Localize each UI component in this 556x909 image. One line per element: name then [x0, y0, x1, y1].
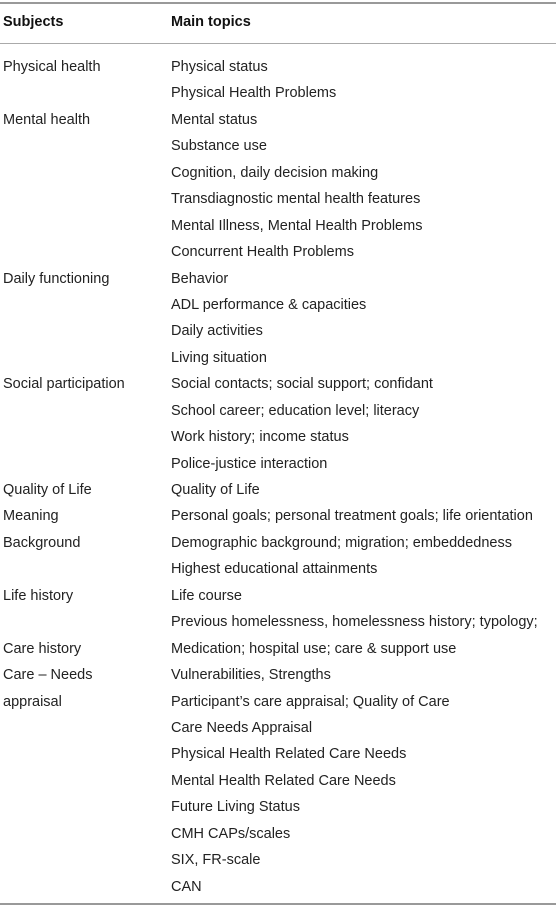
table-row [0, 530, 556, 556]
topic-cell: Mental Illness, Mental Health Problems [171, 217, 423, 234]
table-row [0, 874, 556, 900]
header-subjects: Subjects [3, 14, 64, 30]
header-main-topics: Main topics [171, 14, 251, 30]
topic-cell: Living situation [171, 349, 267, 366]
subject-cell: Meaning [3, 508, 59, 525]
topic-cell: Life course [171, 587, 242, 604]
topic-cell: CAN [171, 878, 202, 895]
table-row [0, 160, 556, 186]
table-row [0, 371, 556, 397]
table-bottom-rule [0, 903, 556, 905]
table-row [0, 266, 556, 292]
table-row [0, 794, 556, 820]
table-row [0, 556, 556, 582]
table-row [0, 239, 556, 265]
subject-cell: Physical health [3, 59, 101, 75]
table-row [0, 662, 556, 688]
subject-cell: Care history [3, 640, 82, 657]
subject-cell: Background [3, 534, 81, 551]
table-row [0, 583, 556, 609]
table-row [0, 821, 556, 847]
topic-cell: Demographic background; migration; embeddedness [171, 534, 512, 551]
subject-cell: Mental health [3, 111, 91, 128]
topic-cell: Behavior [171, 270, 229, 287]
topic-cell: Physical Health Problems [171, 85, 337, 102]
topic-cell: Physical status [171, 59, 268, 75]
topic-cell: Participant’s care appraisal; Quality of Care [171, 693, 450, 710]
topic-cell: CMH CAPs/scales [171, 825, 291, 842]
table-row [0, 292, 556, 318]
table-row [0, 213, 556, 239]
table-body [0, 54, 556, 900]
topic-cell: Physical Health Related Care Needs [171, 746, 407, 763]
topic-cell: Mental Health Related Care Needs [171, 772, 396, 789]
table-row [0, 636, 556, 662]
table-row [0, 80, 556, 106]
topic-cell: Previous homelessness, homelessness history; typology; [171, 614, 538, 631]
subject-cell: Social participation [3, 376, 125, 393]
table-row [0, 186, 556, 212]
table-row [0, 689, 556, 715]
table-row [0, 54, 556, 80]
table-row [0, 768, 556, 794]
topic-cell: Quality of Life [171, 482, 260, 498]
topic-cell: Mental status [171, 111, 258, 128]
topic-cell: Vulnerabilities, Strengths [171, 667, 331, 684]
table-row [0, 424, 556, 450]
table-row [0, 741, 556, 767]
topic-cell: Future Living Status [171, 799, 300, 816]
topic-cell: Concurrent Health Problems [171, 244, 354, 261]
table-row [0, 609, 556, 635]
table-row [0, 345, 556, 371]
table-header-row [0, 4, 556, 43]
topic-cell: Police-justice interaction [171, 455, 328, 472]
topic-cell: SIX, FR-scale [171, 852, 261, 869]
topic-cell: Personal goals; personal treatment goals; life orientation [171, 508, 533, 525]
table-row [0, 503, 556, 529]
table-row [0, 477, 556, 503]
subject-cell: Quality of Life [3, 482, 92, 498]
table-row [0, 715, 556, 741]
topic-cell: Medication; hospital use; care & support use [171, 640, 457, 657]
table-row [0, 451, 556, 477]
topic-cell: Cognition, daily decision making [171, 164, 379, 181]
subject-cell: appraisal [3, 693, 62, 710]
topic-cell: Social contacts; social support; confidant [171, 376, 433, 393]
table-row [0, 107, 556, 133]
topic-cell: Care Needs Appraisal [171, 719, 313, 736]
topic-cell: Daily activities [171, 323, 263, 340]
subject-cell: Daily functioning [3, 270, 110, 287]
subject-cell: Life history [3, 587, 74, 604]
topic-cell: Highest educational attainments [171, 561, 378, 578]
topic-cell: School career; education level; literacy [171, 402, 420, 419]
table-header-rule [0, 43, 556, 44]
table-row [0, 398, 556, 424]
topic-cell: Substance use [171, 138, 267, 155]
topic-cell: Transdiagnostic mental health features [171, 191, 421, 208]
topic-cell: ADL performance & capacities [171, 296, 367, 313]
table-row [0, 318, 556, 344]
table-row [0, 133, 556, 159]
topic-cell: Work history; income status [171, 429, 349, 446]
subject-cell: Care – Needs [3, 667, 93, 684]
table-row [0, 847, 556, 873]
